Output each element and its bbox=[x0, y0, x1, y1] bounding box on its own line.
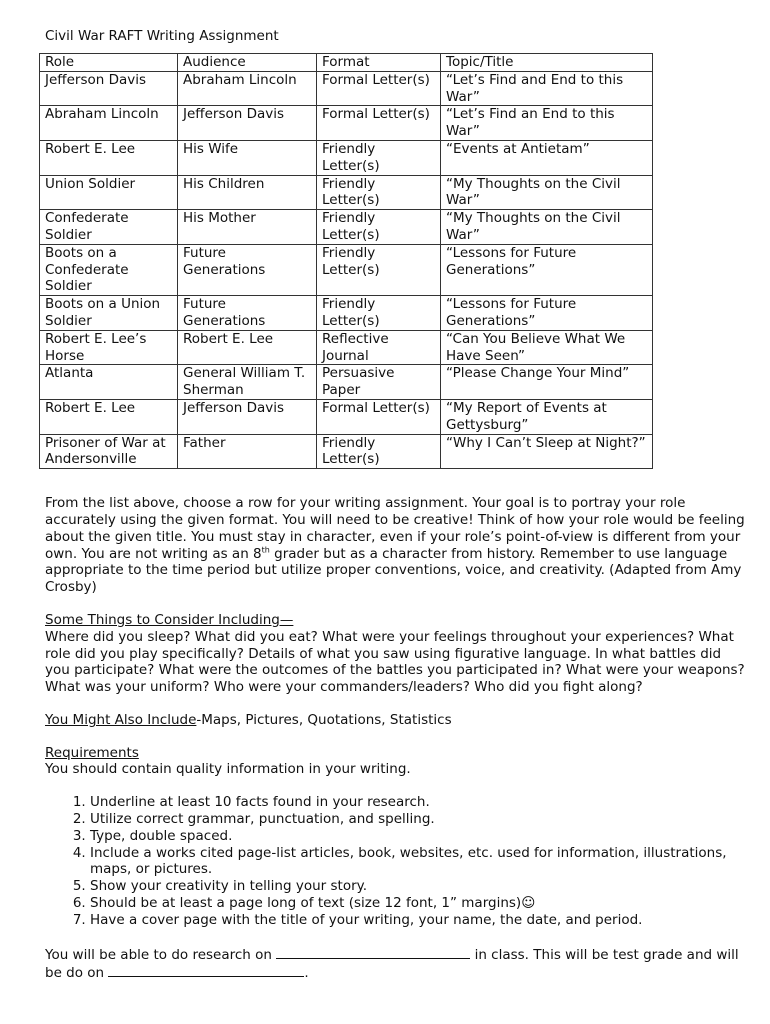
requirements-heading-text: Requirements bbox=[45, 744, 139, 761]
table-row bbox=[40, 210, 653, 245]
cell-audience: Jefferson Davis bbox=[178, 399, 317, 434]
table-row bbox=[40, 434, 653, 469]
also-include-line bbox=[45, 712, 745, 729]
cell-audience: Father bbox=[178, 434, 317, 469]
cell-role: Robert E. Lee bbox=[40, 399, 178, 434]
list-item: 7. Have a cover page with the title of your writing, your name, the date, and period. bbox=[90, 912, 745, 929]
cell-format: Formal Letter(s) bbox=[317, 106, 441, 141]
header-role: Role bbox=[40, 54, 178, 72]
requirements-intro: You should contain quality information in your writing. bbox=[45, 761, 411, 778]
header-topic: Topic/Title bbox=[441, 54, 653, 72]
consider-heading-text: Some Things to Consider Including— bbox=[45, 611, 294, 628]
consider-body: Where did you sleep? What did you eat? What were your feelings throughout your experiences? What role did you play specifically? Details of what you saw using figurative language. In what battles did you participate? What were the outcomes of the battles you participated in? What were your weapons? What was your uniform? Who were your commanders/leaders? Who did you fight along? bbox=[45, 628, 745, 696]
list-item: 1. Underline at least 10 facts found in your research. bbox=[90, 794, 745, 811]
cell-format: Friendly Letter(s) bbox=[317, 175, 441, 210]
cell-format: Reflective Journal bbox=[317, 330, 441, 365]
cell-audience: Future Generations bbox=[178, 244, 317, 295]
list-item: 2. Utilize correct grammar, punctuation, and spelling. bbox=[90, 811, 745, 828]
cell-format: Persuasive Paper bbox=[317, 365, 441, 400]
research-topic-blank bbox=[276, 945, 470, 959]
cell-role: Atlanta bbox=[40, 365, 178, 400]
cell-role: Prisoner of War at Andersonville bbox=[40, 434, 178, 469]
cell-audience: Jefferson Davis bbox=[178, 106, 317, 141]
intro-superscript: th bbox=[261, 545, 270, 555]
cell-format: Friendly Letter(s) bbox=[317, 140, 441, 175]
cell-topic: “My Report of Events at Gettysburg” bbox=[441, 399, 653, 434]
requirements-list bbox=[45, 794, 745, 928]
list-item: 4. Include a works cited page-list articles, book, websites, etc. used for information, illustrations, maps, or pictures. bbox=[90, 845, 745, 879]
document-page bbox=[45, 28, 745, 982]
cell-audience: Abraham Lincoln bbox=[178, 71, 317, 106]
cell-topic: “Lessons for Future Generations” bbox=[441, 244, 653, 295]
cell-topic: “Let’s Find an End to this War” bbox=[441, 106, 653, 141]
table-row bbox=[40, 399, 653, 434]
requirements-heading bbox=[45, 745, 745, 762]
cell-audience: His Mother bbox=[178, 210, 317, 245]
table-row bbox=[40, 330, 653, 365]
cell-format: Friendly Letter(s) bbox=[317, 434, 441, 469]
cell-role: Abraham Lincoln bbox=[40, 106, 178, 141]
closing-text-part2: in class. This will be test grade and will be do on bbox=[45, 946, 739, 982]
cell-role: Confederate Soldier bbox=[40, 210, 178, 245]
cell-role: Union Soldier bbox=[40, 175, 178, 210]
cell-audience: His Children bbox=[178, 175, 317, 210]
document-title: Civil War RAFT Writing Assignment bbox=[45, 28, 279, 44]
cell-role: Jefferson Davis bbox=[40, 71, 178, 106]
closing-text-part3: . bbox=[304, 965, 309, 982]
cell-format: Friendly Letter(s) bbox=[317, 210, 441, 245]
closing-text-part1: You will be able to do research on bbox=[45, 946, 277, 963]
intro-paragraph bbox=[45, 495, 745, 596]
table-header-row bbox=[40, 54, 653, 72]
table-row bbox=[40, 140, 653, 175]
cell-format: Friendly Letter(s) bbox=[317, 244, 441, 295]
cell-topic: “Why I Can’t Sleep at Night?” bbox=[441, 434, 653, 469]
cell-format: Formal Letter(s) bbox=[317, 71, 441, 106]
table-row bbox=[40, 106, 653, 141]
table-row bbox=[40, 71, 653, 106]
consider-heading bbox=[45, 612, 745, 629]
table-row bbox=[40, 296, 653, 331]
cell-topic: “Let’s Find and End to this War” bbox=[441, 71, 653, 106]
cell-topic: “Please Change Your Mind” bbox=[441, 365, 653, 400]
also-include-body: -Maps, Pictures, Quotations, Statistics bbox=[196, 711, 452, 728]
cell-topic: “Can You Believe What We Have Seen” bbox=[441, 330, 653, 365]
table-row bbox=[40, 244, 653, 295]
raft-table bbox=[39, 53, 653, 469]
list-item: 3. Type, double spaced. bbox=[90, 828, 745, 845]
header-format: Format bbox=[317, 54, 441, 72]
also-include-heading: You Might Also Include bbox=[45, 711, 197, 728]
cell-topic: “My Thoughts on the Civil War” bbox=[441, 175, 653, 210]
cell-format: Formal Letter(s) bbox=[317, 399, 441, 434]
cell-role: Boots on a Union Soldier bbox=[40, 296, 178, 331]
cell-audience: Future Generations bbox=[178, 296, 317, 331]
cell-role: Robert E. Lee’s Horse bbox=[40, 330, 178, 365]
list-item: 6. Should be at least a page long of text (size 12 font, 1” margins)☺ bbox=[90, 895, 745, 912]
cell-format: Friendly Letter(s) bbox=[317, 296, 441, 331]
cell-audience: Robert E. Lee bbox=[178, 330, 317, 365]
list-item: 5. Show your creativity in telling your story. bbox=[90, 878, 745, 895]
cell-topic: “Events at Antietam” bbox=[441, 140, 653, 175]
cell-role: Boots on a Confederate Soldier bbox=[40, 244, 178, 295]
cell-topic: “Lessons for Future Generations” bbox=[441, 296, 653, 331]
closing-paragraph bbox=[45, 945, 745, 983]
table-row bbox=[40, 175, 653, 210]
cell-audience: His Wife bbox=[178, 140, 317, 175]
cell-role: Robert E. Lee bbox=[40, 140, 178, 175]
header-audience: Audience bbox=[178, 54, 317, 72]
due-date-blank bbox=[108, 963, 304, 977]
intro-text-part1: From the list above, choose a row for your writing assignment. Your goal is to portray your role accurately using the given format. You will need to be creative! Think of how your role would be feeling about the given title. You must stay in character, even if your role’s point-of-view is different from your own. You are not writing as an 8 bbox=[45, 495, 745, 562]
table-row bbox=[40, 365, 653, 400]
cell-audience: General William T. Sherman bbox=[178, 365, 317, 400]
intro-text-part2: grader but as a character from history. Remember to use language appropriate to the time period but utilize proper conventions, voice, and creativity. (Adapted from Amy Crosby) bbox=[45, 545, 742, 596]
cell-topic: “My Thoughts on the Civil War” bbox=[441, 210, 653, 245]
